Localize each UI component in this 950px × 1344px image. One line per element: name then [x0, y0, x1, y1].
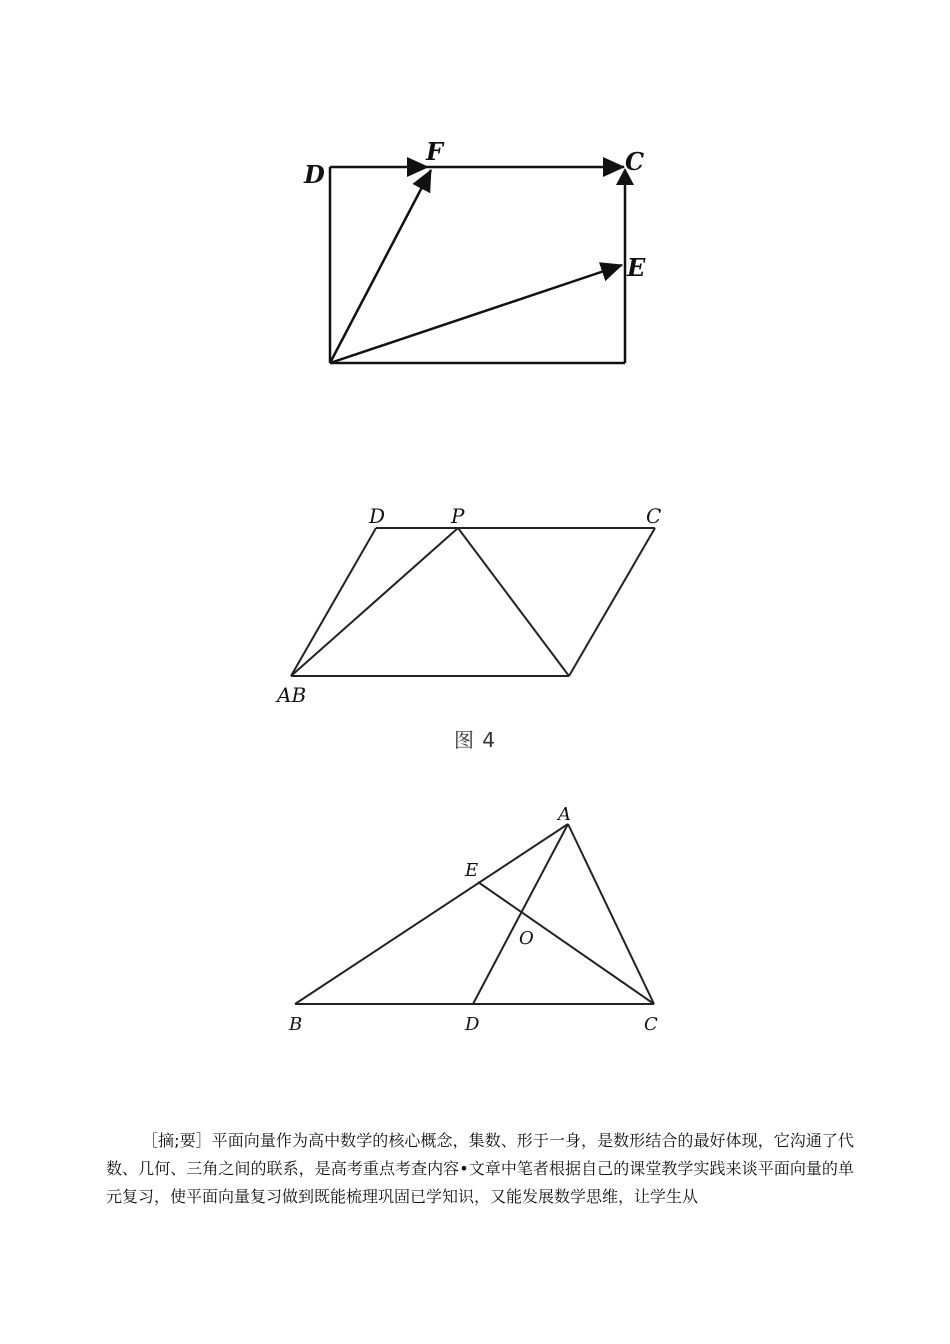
label-o: O	[519, 928, 534, 949]
figure-parallelogram	[0, 500, 950, 710]
label-a: A	[558, 804, 571, 825]
label-d: D	[465, 1014, 480, 1035]
side-ac	[568, 824, 654, 1004]
label-d: D	[304, 160, 325, 189]
figure-rectangle-vectors	[0, 130, 950, 380]
segment-pb	[458, 528, 569, 676]
abstract-paragraph	[106, 1127, 854, 1211]
label-c: C	[625, 147, 645, 176]
label-p: P	[451, 504, 465, 528]
figure-1-svg	[0, 130, 950, 380]
label-c: C	[644, 1014, 658, 1035]
label-b: B	[289, 1014, 303, 1035]
figure-2-svg	[0, 500, 950, 710]
side-ba	[295, 824, 568, 1004]
label-d: D	[369, 504, 386, 528]
figure-triangle	[0, 795, 950, 1040]
label-f: F	[426, 137, 444, 166]
figure-3-svg	[0, 795, 950, 1040]
side-ad	[291, 528, 376, 676]
label-c: C	[646, 504, 662, 528]
abstract-text: ［摘;要］平面向量作为高中数学的核心概念，集数、形于一身，是数形结合的最好体现，它沟通了代数、几何、三角之间的联系，是高考重点考查内容•文章中笔者根据自己的课堂教学实践来谈平面向量的单元复习，使平面向量复习做到既能梳理巩固已学知识，又能发展数学思维，让学生从	[106, 1131, 854, 1206]
segment-ap	[291, 528, 458, 676]
figure-caption: 图 4	[453, 728, 497, 752]
label-e: E	[627, 253, 646, 282]
label-ab: AB	[277, 683, 307, 707]
side-bc	[569, 528, 655, 676]
label-e: E	[465, 860, 479, 881]
segment-ad	[473, 824, 568, 1004]
